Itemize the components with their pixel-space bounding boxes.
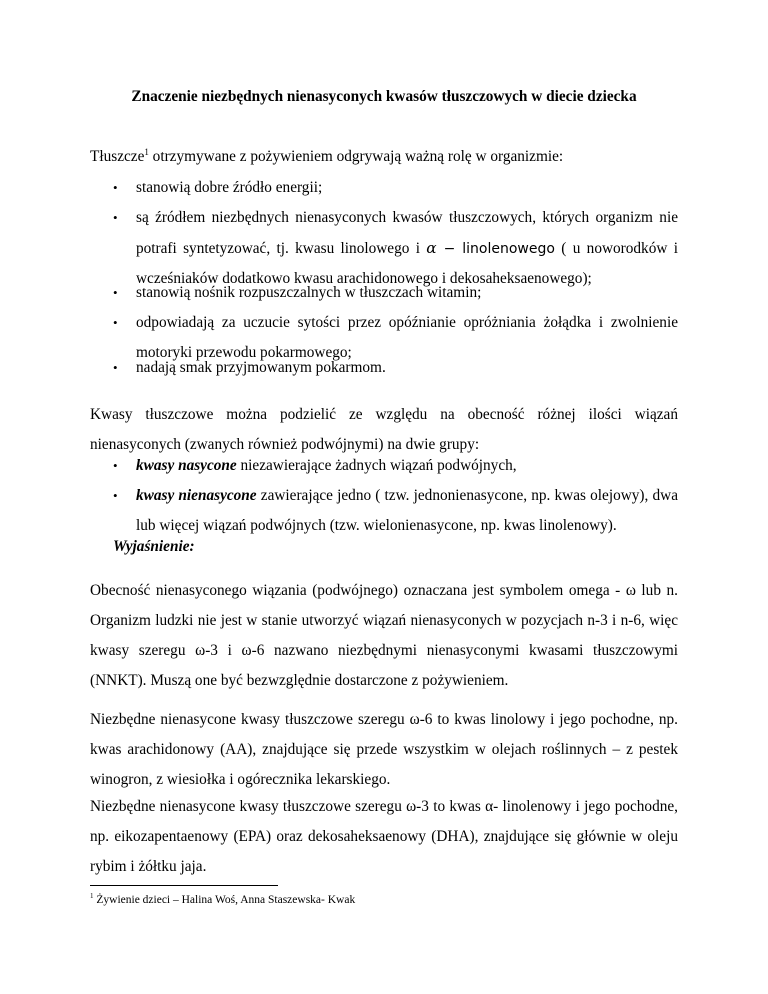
paragraph-2: Kwasy tłuszczowe można podzielić ze względu na obecność różnej ilości wiązań nienasyconych (zwanych również podwójnymi) na dwie grupy:: [90, 406, 678, 453]
bullet-icon: •: [113, 285, 118, 300]
intro-rest: otrzymywane z pożywieniem odgrywają ważną rolę w organizmie:: [148, 148, 564, 165]
footnote-divider: [90, 885, 278, 886]
list-item-text-cont: ( u noworodków i wcześniaków dodatkowo kwasu arachidonowego i dekosaheksaenowego);: [136, 240, 678, 287]
bullet-icon: •: [113, 458, 118, 473]
footnote-text: Żywienie dzieci – Halina Woś, Anna Staszewska- Kwak: [93, 894, 356, 906]
bullet-icon: •: [113, 180, 118, 195]
explanation-heading-text: Wyjaśnienie:: [113, 538, 195, 555]
list-item: [113, 451, 678, 481]
linolenic-math: − linolenowego: [436, 241, 555, 257]
paragraph-5: Niezbędne nienasycone kwasy tłuszczowe szeregu ω-3 to kwas α- linolenowy i jego pochodne, np. eikozapentaenowy (EPA) oraz dekosaheksaenowy (DHA), znajdujące się głównie w oleju rybim i żółtku jaja.: [90, 798, 678, 875]
list-item: [113, 353, 678, 383]
bullet-icon: •: [113, 488, 118, 503]
bullet-icon: •: [113, 315, 118, 330]
intro-paragraph: [90, 142, 678, 172]
paragraph-4: Niezbędne nienasycone kwasy tłuszczowe szeregu ω-6 to kwas linolowy i jego pochodne, np. kwas arachidonowy (AA), znajdujące się przede wszystkim w olejach roślinnych – z pestek winogron, z wiesiołka i ogórecznika lekarskiego.: [90, 711, 678, 788]
footnote-ref: 1: [144, 147, 149, 157]
alpha-symbol: α: [426, 239, 437, 257]
explanation-heading: [113, 532, 678, 562]
list-item-text: odpowiadają za uczucie sytości przez opóźnianie opróżniania żołądka i zwolnienie motoryki przewodu pokarmowego;: [136, 314, 678, 361]
list-item-text: zawierające jedno ( tzw. jednonienasycone, np. kwas olejowy), dwa lub więcej wiązań podwójnych (tzw. wielonienasycone, np. kwas linolenowy).: [136, 487, 678, 534]
paragraph-3: Obecność nienasyconego wiązania (podwójnego) oznaczana jest symbolem omega - ω lub n. Organizm ludzki nie jest w stanie utworzyć wiązań nienasyconych w pozycjach n-3 i n-6, więc kwasy szeregu ω-3 i ω-6 nazwano niezbędnymi nienasyconymi kwasami tłuszczowymi (NNKT). Muszą one być bezwzględnie dostarczone z pożywieniem.: [90, 582, 678, 689]
page-title: Znaczenie niezbędnych nienasyconych kwasów tłuszczowych w diecie dziecka: [131, 88, 637, 105]
footnote-number: 1: [90, 892, 94, 900]
footnote: [90, 893, 355, 907]
intro-word: Tłuszcze: [90, 148, 145, 165]
list-item-text: nadają smak przyjmowanym pokarmom.: [136, 359, 386, 376]
list-item: [113, 278, 678, 308]
list-item-text: stanowią dobre źródło energii;: [136, 179, 323, 196]
list-item-text: stanowią nośnik rozpuszczalnych w tłuszczach witamin;: [136, 284, 482, 301]
list-item: [113, 173, 678, 203]
bullet-icon: •: [113, 210, 118, 225]
list-item-text: niezawierające żadnych wiązań podwójnych,: [236, 457, 517, 474]
term-saturated: kwasy nasycone: [136, 457, 237, 474]
term-unsaturated: kwasy nienasycone: [136, 487, 257, 504]
list-item-text: są źródłem niezbędnych nienasyconych kwasów tłuszczowych, których organizm nie potrafi syntetyzować, tj. kwasu linolowego i: [136, 209, 678, 257]
bullet-icon: •: [113, 360, 118, 375]
